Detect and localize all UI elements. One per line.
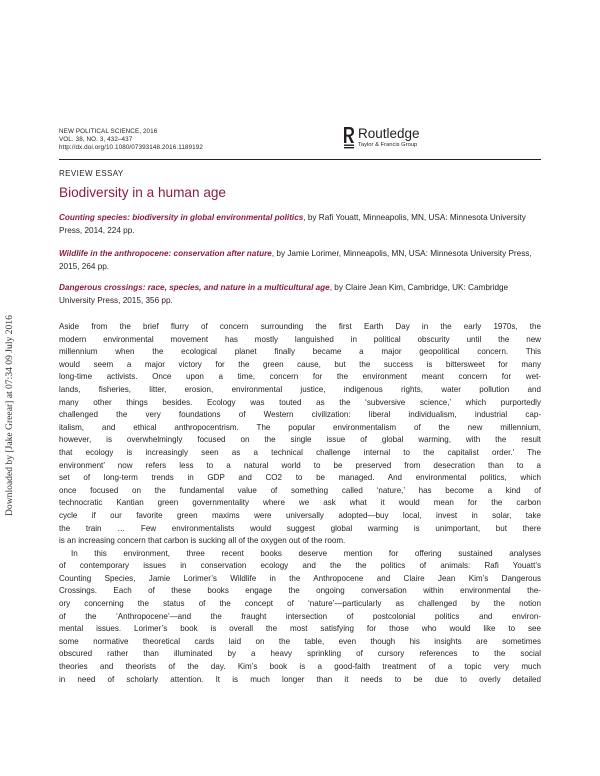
reviewed-book-title: Counting species: biodiversity in global environmental politics <box>59 213 304 222</box>
article-title: Biodiversity in a human age <box>59 185 226 200</box>
reviewed-book-3 <box>59 282 541 307</box>
body-line: in need of scholarly attention. It is much longer than it needs to be due to overly detailed <box>59 674 541 684</box>
body-line: mental issues. Lorimer’s book is overall the most satisfying for those who would like to see <box>59 624 541 634</box>
body-line: however, is overwhelmingly focused on the single issue of global warming, with the result <box>59 435 541 445</box>
body-line: Aside from the brief flurry of concern surrounding the first Earth Day in the early 1970s, the <box>59 322 541 331</box>
reviewed-book-details: , by Rafi Youatt, Minneapolis, MN, USA: Minnesota University Press, 2014, 224 pp. <box>59 213 526 235</box>
body-line: ory concerning the status of the concept of ‘nature’—particularly as challenged by the notion <box>59 599 541 609</box>
body-line: is an increasing concern that carbon is sucking all of the oxygen out of the room. <box>59 536 346 546</box>
body-line: that ecology is increasingly seen as a technical challenge internal to the capitalist order.’ The <box>59 447 541 457</box>
article-body <box>59 321 541 686</box>
reviewed-book-details: , by Jamie Lorimer, Minneapolis, MN, USA: Minnesota University Press, 2015, 264 pp. <box>59 249 532 271</box>
publisher-group: Taylor & Francis Group <box>358 142 418 148</box>
body-line: would seem a major victory for the green cause, but the success is bittersweet for many <box>59 359 541 369</box>
reviewed-book-1 <box>59 212 541 237</box>
body-line: of the ‘Anthropocene’—and the fraught intersection of postcolonial politics and environ- <box>59 611 541 621</box>
body-line: of contemporary issues in conservation ecology and the the politics of animals: Rafi Youatt’s <box>59 561 541 571</box>
publisher-name: Routledge <box>358 126 420 141</box>
body-line: lands, fisheries, litter, erosion, environmental justice, indigenous rights, water pollution and <box>59 384 541 394</box>
body-line: Counting Species, Jamie Lorimer’s Wildlife in the Anthropocene and Claire Jean Kim’s Dangerous <box>59 573 541 583</box>
routledge-r-icon <box>343 126 355 150</box>
body-line: set of long-term trends in GDP and CO2 to be managed. And environmental politics, which <box>59 473 541 483</box>
body-line: theories and theorists of the day. Kim’s book is a good-faith treatment of a topic very much <box>59 662 541 672</box>
publisher-logo <box>343 126 543 152</box>
download-watermark: Downloaded by [Jake Greear] at 07:34 09 July 2016 <box>4 315 15 517</box>
reviewed-book-2 <box>59 248 541 273</box>
journal-metadata <box>59 128 203 152</box>
body-line: once focused on the fundamental value of something called ‘nature,’ has become a kind of <box>59 485 541 495</box>
reviewed-book-title: Dangerous crossings: race, species, and nature in a multicultural age <box>59 283 330 292</box>
body-line: cycle if our favorite green maxims were universally adopted—buy local, invest in solar, take <box>59 510 541 520</box>
reviewed-book-details: , by Claire Jean Kim, Cambridge, UK: Cambridge University Press, 2015, 356 pp. <box>59 283 509 305</box>
body-line: millennium when the ecological planet finally became a major geopolitical concern. This <box>59 347 541 357</box>
body-line: obscured rather than illuminated by a heavy sprinkling of cursory references to the social <box>59 649 541 659</box>
body-line: some normative theoretical cards laid on the table, even though his insights are sometimes <box>59 636 541 646</box>
header-divider <box>59 159 541 160</box>
essay-type-label: REVIEW ESSAY <box>59 169 124 178</box>
body-line: modern environmental movement has mostly languished in political obscurity until the new <box>59 334 541 344</box>
body-paragraph-1 <box>59 321 541 548</box>
reviewed-book-title: Wildlife in the anthropocene: conservation after nature <box>59 249 272 258</box>
body-line: In this environment, three recent books deserve mention for offering sustained analyses <box>71 548 541 558</box>
journal-name: NEW POLITICAL SCIENCE, 2016 <box>59 128 158 135</box>
body-line: italism, and ethical anthropocentrism. The popular environmentalism of the new millennium, <box>59 422 541 432</box>
journal-volume: VOL. 38, NO. 3, 432–437 <box>59 136 133 143</box>
body-line: Crossings. Each of these books engage the ongoing conversation within environmental the- <box>59 586 541 596</box>
body-line: technocratic Kantian green governmentality where we ask what it would mean for the carbon <box>59 498 541 508</box>
body-line: long-time activists. Once upon a time, concern for the environment meant concern for wet- <box>59 372 541 382</box>
body-paragraph-2 <box>59 548 541 687</box>
body-line: environment’ now refers less to a natural world to be preserved from desecration than to a <box>59 460 541 470</box>
body-line: challenged the very foundations of Western civilization: liberal individualism, industrial cap- <box>59 410 541 420</box>
body-line: the train … Few environmentalists would suggest global warming is unimportant, but there <box>59 523 541 533</box>
journal-doi-link[interactable]: http://dx.doi.org/10.1080/07393148.2016.1189192 <box>59 144 203 151</box>
body-line: many other things besides. Ecology was touted as the ‘subversive science,’ which purportedly <box>59 397 541 407</box>
